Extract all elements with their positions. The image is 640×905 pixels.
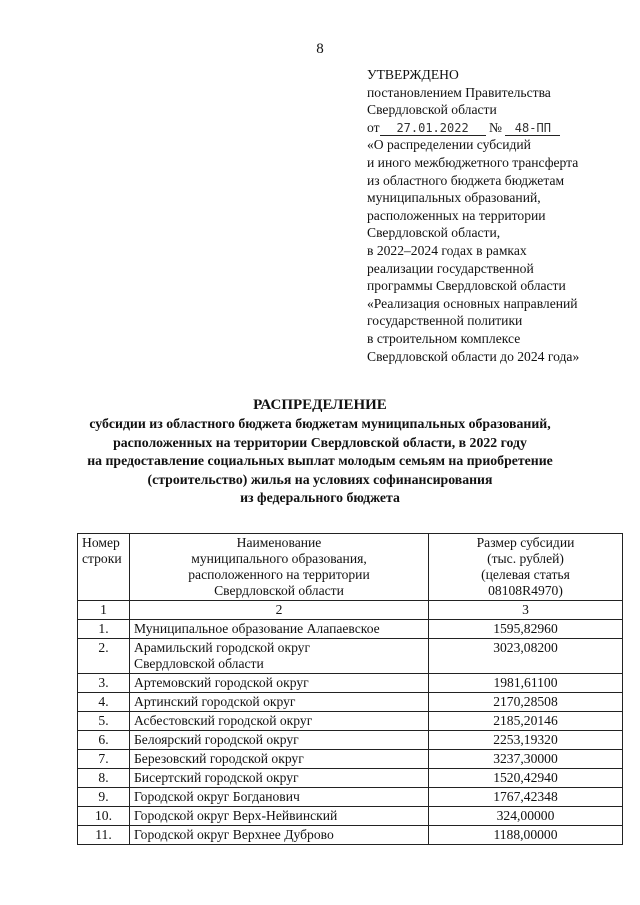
header-text: 08108R4970) (488, 583, 563, 598)
municipality-name: Березовский городской округ (130, 750, 429, 769)
table-row (78, 731, 623, 750)
table-row (78, 807, 623, 826)
header-text: строки (82, 551, 122, 566)
subsidy-value: 324,00000 (429, 807, 623, 826)
row-number: 9. (78, 788, 130, 807)
subsidy-value: 1595,82960 (429, 620, 623, 639)
row-number: 8. (78, 769, 130, 788)
row-number: 6. (78, 731, 130, 750)
header-text: Наименование (236, 535, 322, 550)
header-text: расположенного на территории (188, 567, 370, 582)
table-row (78, 826, 623, 845)
municipality-name: Артемовский городской округ (130, 674, 429, 693)
date-prefix: от (367, 119, 380, 135)
row-number: 5. (78, 712, 130, 731)
municipality-name: Городской округ Верхнее Дуброво (130, 826, 429, 845)
column-index: 2 (130, 601, 429, 620)
number-prefix: № (488, 119, 502, 135)
municipality-name: Асбестовский городской округ (130, 712, 429, 731)
about-line: из областного бюджета бюджетам (367, 172, 565, 188)
approval-date-line (367, 119, 635, 137)
header-row-number (78, 534, 130, 601)
page-number: 8 (316, 41, 324, 57)
row-number: 4. (78, 693, 130, 712)
municipality-name (130, 639, 429, 674)
subsidy-value: 1188,00000 (429, 826, 623, 845)
table-row (78, 750, 623, 769)
about-line: Свердловской области, (367, 225, 501, 241)
about-line: Свердловской области до 2024 года» (367, 348, 580, 364)
header-text: (тыс. рублей) (487, 551, 564, 566)
row-number: 11. (78, 826, 130, 845)
about-line: муниципальных образований, (367, 190, 541, 206)
about-line: «О распределении субсидий (367, 137, 531, 153)
subsidy-value: 2185,20146 (429, 712, 623, 731)
header-text: (целевая статья (481, 567, 570, 582)
about-line: программы Свердловской области (367, 278, 566, 294)
approval-date: 27.01.2022 (380, 121, 486, 136)
approval-line: постановлением Правительства (367, 84, 551, 100)
subsidy-value: 3237,30000 (429, 750, 623, 769)
heading-line: расположенных на территории Свердловской области, в 2022 году (113, 434, 527, 450)
about-line: и иного межбюджетного трансферта (367, 154, 579, 170)
municipality-name: Бисертский городской округ (130, 769, 429, 788)
table-row (78, 712, 623, 731)
approval-line: Свердловской области (367, 102, 497, 118)
column-index: 1 (78, 601, 130, 620)
municipality-name: Артинский городской округ (130, 693, 429, 712)
table-row (78, 693, 623, 712)
municipality-name: Муниципальное образование Алапаевское (130, 620, 429, 639)
heading-line: из федерального бюджета (240, 490, 400, 506)
row-number: 2. (78, 639, 130, 674)
subsidy-value: 3023,08200 (429, 639, 623, 674)
header-text: Размер субсидии (476, 535, 575, 550)
row-number: 1. (78, 620, 130, 639)
about-line: «Реализация основных направлений (367, 295, 578, 311)
subsidy-value: 1520,42940 (429, 769, 623, 788)
approval-heading: УТВЕРЖДЕНО (367, 67, 459, 82)
about-line: в строительном комплексе (367, 330, 521, 346)
column-index-row (78, 601, 623, 620)
header-subsidy (429, 534, 623, 601)
about-line: реализации государственной (367, 260, 534, 276)
document-heading (0, 395, 640, 508)
municipality-name-line: Свердловской области (134, 656, 264, 671)
about-line: государственной политики (367, 313, 523, 329)
row-number: 7. (78, 750, 130, 769)
about-line: в 2022–2024 годах в рамках (367, 242, 527, 258)
municipality-name: Городской округ Богданович (130, 788, 429, 807)
header-text: Свердловской области (214, 583, 344, 598)
header-text: Номер (82, 535, 120, 550)
table-row (78, 620, 623, 639)
distribution-table (77, 533, 623, 845)
approval-block (367, 66, 635, 365)
heading-line: на предоставление социальных выплат молодым семьям на приобретение (87, 453, 553, 469)
subsidy-value: 2170,28508 (429, 693, 623, 712)
heading-line: субсидии из областного бюджета бюджетам муниципальных образований, (89, 416, 551, 431)
header-municipality (130, 534, 429, 601)
table-header-row (78, 534, 623, 601)
table-row (78, 639, 623, 674)
municipality-name: Белоярский городской округ (130, 731, 429, 750)
row-number: 3. (78, 674, 130, 693)
about-line: расположенных на территории (367, 207, 546, 223)
subsidy-value: 1981,61100 (429, 674, 623, 693)
heading-line: (строительство) жилья на условиях софинансирования (147, 471, 493, 487)
subsidy-value: 2253,19320 (429, 731, 623, 750)
table-row (78, 788, 623, 807)
row-number: 10. (78, 807, 130, 826)
table-row (78, 674, 623, 693)
header-text: муниципального образования, (191, 551, 367, 566)
subsidy-value: 1767,42348 (429, 788, 623, 807)
municipality-name-line: Арамильский городской округ (134, 640, 311, 655)
approval-number: 48-ПП (505, 121, 560, 136)
document-title: РАСПРЕДЕЛЕНИЕ (253, 397, 387, 413)
column-index: 3 (429, 601, 623, 620)
table-row (78, 769, 623, 788)
municipality-name: Городской округ Верх-Нейвинский (130, 807, 429, 826)
